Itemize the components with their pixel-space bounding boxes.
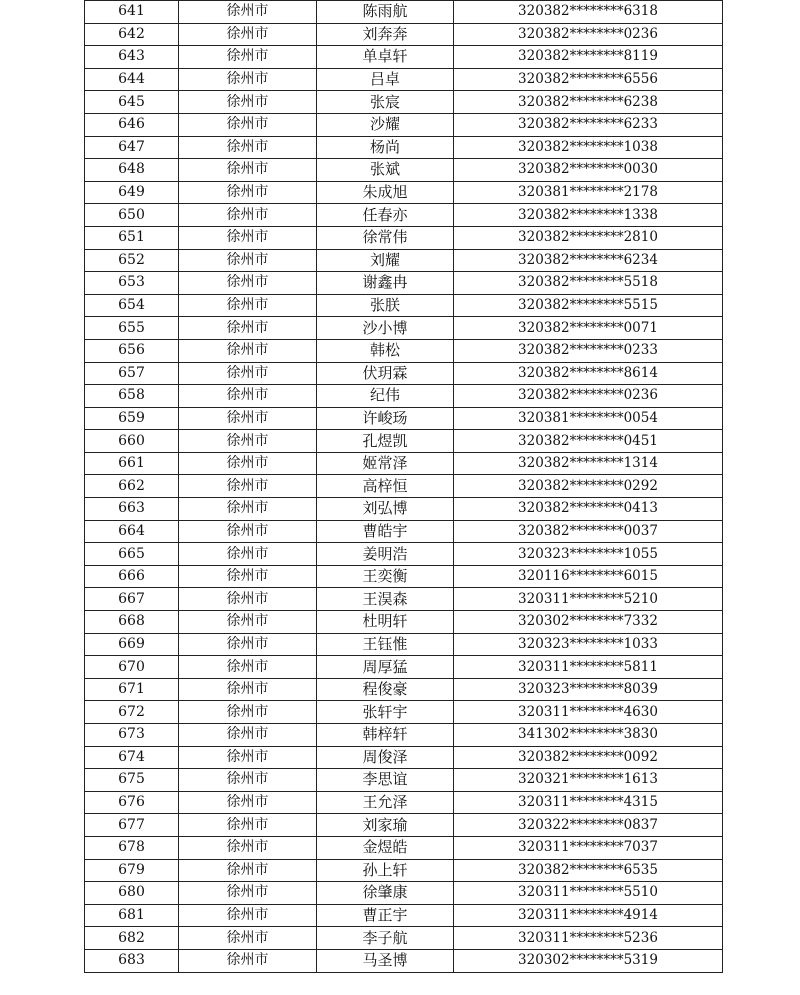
city-cell: 徐州市	[179, 159, 317, 182]
city-cell: 徐州市	[179, 362, 317, 385]
city-cell: 徐州市	[179, 249, 317, 272]
row-number: 669	[85, 633, 179, 656]
city-cell: 徐州市	[179, 633, 317, 656]
name-cell: 张朕	[317, 294, 454, 317]
name-cell: 杜明轩	[317, 611, 454, 634]
name-cell: 任春亦	[317, 204, 454, 227]
table-row	[85, 181, 723, 204]
table-row	[85, 91, 723, 114]
name-cell: 刘奔奔	[317, 23, 454, 46]
id-number-cell: 320311********4315	[454, 791, 723, 814]
name-cell: 韩梓轩	[317, 724, 454, 747]
row-number: 665	[85, 543, 179, 566]
city-cell: 徐州市	[179, 68, 317, 91]
id-number-cell: 320382********0451	[454, 430, 723, 453]
row-number: 656	[85, 339, 179, 362]
table-row	[85, 520, 723, 543]
name-cell: 曹正宇	[317, 904, 454, 927]
table-row	[85, 859, 723, 882]
city-cell: 徐州市	[179, 385, 317, 408]
city-cell: 徐州市	[179, 814, 317, 837]
name-cell: 朱成旭	[317, 181, 454, 204]
city-cell: 徐州市	[179, 949, 317, 972]
table-row	[85, 159, 723, 182]
name-cell: 单卓轩	[317, 46, 454, 69]
table-row	[85, 927, 723, 950]
name-cell: 张轩宇	[317, 701, 454, 724]
name-cell: 纪伟	[317, 385, 454, 408]
row-number: 681	[85, 904, 179, 927]
city-cell: 徐州市	[179, 611, 317, 634]
table-row	[85, 656, 723, 679]
row-number: 642	[85, 23, 179, 46]
row-number: 683	[85, 949, 179, 972]
id-number-cell: 320382********0292	[454, 475, 723, 498]
name-cell: 周厚猛	[317, 656, 454, 679]
city-cell: 徐州市	[179, 927, 317, 950]
id-number-cell: 320382********0236	[454, 23, 723, 46]
table-row	[85, 633, 723, 656]
city-cell: 徐州市	[179, 204, 317, 227]
id-number-cell: 320322********0837	[454, 814, 723, 837]
name-cell: 马圣博	[317, 949, 454, 972]
table-row	[85, 452, 723, 475]
table-row	[85, 814, 723, 837]
name-cell: 徐肇康	[317, 882, 454, 905]
row-number: 653	[85, 272, 179, 295]
name-cell: 吕卓	[317, 68, 454, 91]
row-number: 645	[85, 91, 179, 114]
id-number-cell: 320311********5210	[454, 588, 723, 611]
name-cell: 沙耀	[317, 113, 454, 136]
name-cell: 王允泽	[317, 791, 454, 814]
name-cell: 徐常伟	[317, 226, 454, 249]
name-cell: 刘弘博	[317, 498, 454, 521]
id-number-cell: 320311********4914	[454, 904, 723, 927]
name-cell: 张宸	[317, 91, 454, 114]
table-row	[85, 475, 723, 498]
city-cell: 徐州市	[179, 791, 317, 814]
row-number: 652	[85, 249, 179, 272]
row-number: 664	[85, 520, 179, 543]
city-cell: 徐州市	[179, 452, 317, 475]
table-row	[85, 317, 723, 340]
table-row	[85, 226, 723, 249]
table-row	[85, 385, 723, 408]
city-cell: 徐州市	[179, 656, 317, 679]
row-number: 660	[85, 430, 179, 453]
row-number: 673	[85, 724, 179, 747]
city-cell: 徐州市	[179, 678, 317, 701]
table-row	[85, 23, 723, 46]
table-row	[85, 113, 723, 136]
row-number: 641	[85, 1, 179, 24]
name-cell: 李思谊	[317, 769, 454, 792]
id-number-cell: 320382********0071	[454, 317, 723, 340]
name-cell: 伏玥霖	[317, 362, 454, 385]
id-number-cell: 320382********6233	[454, 113, 723, 136]
table-row	[85, 769, 723, 792]
table-row	[85, 136, 723, 159]
row-number: 667	[85, 588, 179, 611]
name-cell: 高梓恒	[317, 475, 454, 498]
row-number: 651	[85, 226, 179, 249]
table-row	[85, 611, 723, 634]
city-cell: 徐州市	[179, 882, 317, 905]
row-number: 679	[85, 859, 179, 882]
city-cell: 徐州市	[179, 339, 317, 362]
table-row	[85, 204, 723, 227]
id-number-cell: 320311********5811	[454, 656, 723, 679]
city-cell: 徐州市	[179, 498, 317, 521]
name-cell: 王奕衡	[317, 565, 454, 588]
id-number-cell: 320323********8039	[454, 678, 723, 701]
id-number-cell: 320382********0030	[454, 159, 723, 182]
name-cell: 金煜皓	[317, 836, 454, 859]
table-row	[85, 46, 723, 69]
id-number-cell: 320382********5518	[454, 272, 723, 295]
city-cell: 徐州市	[179, 181, 317, 204]
id-number-cell: 320311********5510	[454, 882, 723, 905]
city-cell: 徐州市	[179, 407, 317, 430]
row-number: 659	[85, 407, 179, 430]
name-cell: 谢鑫冉	[317, 272, 454, 295]
table-row	[85, 249, 723, 272]
row-number: 680	[85, 882, 179, 905]
id-number-cell: 320381********0054	[454, 407, 723, 430]
row-number: 671	[85, 678, 179, 701]
city-cell: 徐州市	[179, 475, 317, 498]
table-row	[85, 68, 723, 91]
name-cell: 杨尚	[317, 136, 454, 159]
row-number: 650	[85, 204, 179, 227]
row-number: 647	[85, 136, 179, 159]
table-row	[85, 362, 723, 385]
id-number-cell: 320382********1338	[454, 204, 723, 227]
table-row	[85, 904, 723, 927]
table-row	[85, 678, 723, 701]
row-number: 668	[85, 611, 179, 634]
table-row	[85, 294, 723, 317]
roster-table-body	[85, 1, 723, 973]
table-row	[85, 430, 723, 453]
row-number: 666	[85, 565, 179, 588]
row-number: 675	[85, 769, 179, 792]
row-number: 682	[85, 927, 179, 950]
city-cell: 徐州市	[179, 317, 317, 340]
id-number-cell: 320382********6318	[454, 1, 723, 24]
roster-table	[84, 0, 723, 973]
name-cell: 程俊豪	[317, 678, 454, 701]
city-cell: 徐州市	[179, 746, 317, 769]
city-cell: 徐州市	[179, 1, 317, 24]
row-number: 657	[85, 362, 179, 385]
name-cell: 韩松	[317, 339, 454, 362]
table-row	[85, 724, 723, 747]
id-number-cell: 320382********0037	[454, 520, 723, 543]
row-number: 655	[85, 317, 179, 340]
id-number-cell: 320302********5319	[454, 949, 723, 972]
name-cell: 孔煜凯	[317, 430, 454, 453]
row-number: 648	[85, 159, 179, 182]
row-number: 677	[85, 814, 179, 837]
name-cell: 王淏森	[317, 588, 454, 611]
name-cell: 李子航	[317, 927, 454, 950]
roster-sheet	[84, 0, 722, 973]
name-cell: 周俊泽	[317, 746, 454, 769]
table-row	[85, 882, 723, 905]
id-number-cell: 320382********5515	[454, 294, 723, 317]
name-cell: 刘家瑜	[317, 814, 454, 837]
id-number-cell: 320382********1038	[454, 136, 723, 159]
city-cell: 徐州市	[179, 701, 317, 724]
city-cell: 徐州市	[179, 294, 317, 317]
id-number-cell: 320382********0233	[454, 339, 723, 362]
city-cell: 徐州市	[179, 836, 317, 859]
row-number: 654	[85, 294, 179, 317]
row-number: 646	[85, 113, 179, 136]
city-cell: 徐州市	[179, 113, 317, 136]
name-cell: 刘耀	[317, 249, 454, 272]
id-number-cell: 320311********5236	[454, 927, 723, 950]
city-cell: 徐州市	[179, 46, 317, 69]
table-row	[85, 565, 723, 588]
table-row	[85, 498, 723, 521]
name-cell: 许峻玚	[317, 407, 454, 430]
table-row	[85, 746, 723, 769]
name-cell: 曹皓宇	[317, 520, 454, 543]
table-row	[85, 588, 723, 611]
city-cell: 徐州市	[179, 226, 317, 249]
name-cell: 姜明浩	[317, 543, 454, 566]
city-cell: 徐州市	[179, 724, 317, 747]
city-cell: 徐州市	[179, 565, 317, 588]
id-number-cell: 320382********8614	[454, 362, 723, 385]
row-number: 649	[85, 181, 179, 204]
row-number: 676	[85, 791, 179, 814]
id-number-cell: 320382********8119	[454, 46, 723, 69]
id-number-cell: 320381********2178	[454, 181, 723, 204]
city-cell: 徐州市	[179, 859, 317, 882]
row-number: 672	[85, 701, 179, 724]
id-number-cell: 320382********2810	[454, 226, 723, 249]
city-cell: 徐州市	[179, 543, 317, 566]
row-number: 662	[85, 475, 179, 498]
id-number-cell: 320382********6234	[454, 249, 723, 272]
city-cell: 徐州市	[179, 91, 317, 114]
city-cell: 徐州市	[179, 430, 317, 453]
table-row	[85, 1, 723, 24]
id-number-cell: 320382********0092	[454, 746, 723, 769]
id-number-cell: 341302********3830	[454, 724, 723, 747]
city-cell: 徐州市	[179, 23, 317, 46]
id-number-cell: 320382********6238	[454, 91, 723, 114]
id-number-cell: 320302********7332	[454, 611, 723, 634]
row-number: 658	[85, 385, 179, 408]
city-cell: 徐州市	[179, 588, 317, 611]
row-number: 674	[85, 746, 179, 769]
row-number: 661	[85, 452, 179, 475]
table-row	[85, 701, 723, 724]
name-cell: 张斌	[317, 159, 454, 182]
table-row	[85, 407, 723, 430]
name-cell: 孙上轩	[317, 859, 454, 882]
row-number: 678	[85, 836, 179, 859]
city-cell: 徐州市	[179, 136, 317, 159]
id-number-cell: 320382********6535	[454, 859, 723, 882]
id-number-cell: 320382********1314	[454, 452, 723, 475]
id-number-cell: 320323********1033	[454, 633, 723, 656]
name-cell: 姬常泽	[317, 452, 454, 475]
id-number-cell: 320382********6556	[454, 68, 723, 91]
table-row	[85, 836, 723, 859]
id-number-cell: 320382********0413	[454, 498, 723, 521]
city-cell: 徐州市	[179, 769, 317, 792]
name-cell: 沙小博	[317, 317, 454, 340]
id-number-cell: 320116********6015	[454, 565, 723, 588]
name-cell: 陈雨航	[317, 1, 454, 24]
table-row	[85, 543, 723, 566]
city-cell: 徐州市	[179, 520, 317, 543]
id-number-cell: 320323********1055	[454, 543, 723, 566]
table-row	[85, 791, 723, 814]
table-row	[85, 339, 723, 362]
name-cell: 王钰惟	[317, 633, 454, 656]
row-number: 663	[85, 498, 179, 521]
id-number-cell: 320311********4630	[454, 701, 723, 724]
id-number-cell: 320382********0236	[454, 385, 723, 408]
row-number: 643	[85, 46, 179, 69]
id-number-cell: 320321********1613	[454, 769, 723, 792]
table-row	[85, 949, 723, 972]
city-cell: 徐州市	[179, 904, 317, 927]
row-number: 670	[85, 656, 179, 679]
row-number: 644	[85, 68, 179, 91]
city-cell: 徐州市	[179, 272, 317, 295]
id-number-cell: 320311********7037	[454, 836, 723, 859]
table-row	[85, 272, 723, 295]
